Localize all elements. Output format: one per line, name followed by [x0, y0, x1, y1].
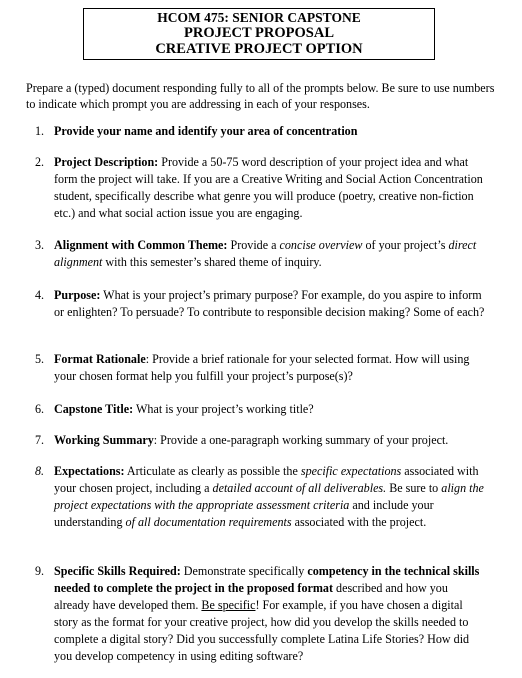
item-emphasis: detailed account of all deliverables. [212, 481, 387, 496]
item-number: 8. [35, 464, 45, 478]
item-text: What is your project’s working title? [133, 402, 314, 416]
item-text: described and how you already have developed them. [54, 581, 448, 613]
item-text: of your project’s [362, 238, 449, 252]
item-text: Be sure to [386, 481, 442, 496]
item-number: 3. [35, 238, 45, 252]
document-title: PROJECT PROPOSAL [184, 25, 334, 41]
item-text: Articulate as clearly as possible the [124, 464, 301, 478]
item-text: : Provide a one-paragraph working summary of your project. [153, 433, 449, 447]
item-text: What is your project’s primary purpose? For example, do you aspire to inform or enlighten? To persuade? To contribute to responsible decision making? Some of each? [54, 288, 485, 320]
item-number: 2. [35, 155, 45, 169]
item-heading: Project Description: [54, 155, 159, 169]
prompt-item [35, 401, 485, 418]
item-number: 7. [35, 433, 45, 447]
item-emphasis: specific expectations [300, 464, 402, 478]
intro-paragraph: Prepare a (typed) document responding fully to all of the prompts below. Be sure to use numbers to indicate which prompt you are addressing in each of your responses. [26, 81, 495, 111]
item-heading: Capstone Title: [54, 402, 134, 416]
prompt-item [35, 123, 485, 140]
item-text: ! For example, if you have chosen a digital story as the format for your creative project, how did you develop the skills needed to complete a digital story? Did you successfully complete Latina Life Stories? How did you develop competency in using editing software? [54, 598, 470, 664]
item-heading: Purpose: [54, 288, 101, 302]
item-number: 5. [35, 352, 45, 366]
document-subtitle: CREATIVE PROJECT OPTION [155, 41, 363, 57]
item-number: 4. [35, 288, 45, 302]
item-emphasis: direct alignment [54, 238, 477, 270]
item-number: 6. [35, 402, 45, 416]
item-text: associated with your chosen project, including a [54, 464, 479, 496]
prompt-item [35, 351, 485, 385]
item-heading: Provide your name and identify your area of concentration [54, 124, 358, 138]
item-emphasis: align the project expectations with the appropriate assessment criteria [54, 481, 484, 513]
item-underline: Be specific [201, 598, 256, 613]
prompt-item [35, 154, 485, 222]
item-text: with this semester’s shared theme of inquiry. [102, 255, 322, 270]
item-text: Demonstrate specifically [180, 564, 308, 578]
item-heading: Alignment with Common Theme: [54, 238, 228, 252]
item-heading: Format Rationale [54, 352, 146, 366]
prompt-item [35, 432, 485, 449]
item-text: Provide a 50-75 word description of your project idea and what form the project will take. If you are a Creative Writing and Social Action Concentration student, specifically describe what genre you will produce (poetry, creative non-fiction etc.) and what social action issue you are engaging. [54, 155, 483, 221]
prompt-item [35, 237, 485, 271]
item-text: and include your understanding [54, 498, 434, 530]
item-text: Provide a [227, 238, 280, 252]
item-text: associated with the project. [291, 515, 427, 530]
header-box [83, 8, 435, 60]
item-emphasis: concise overview [279, 238, 363, 252]
item-text: : Provide a brief rationale for your selected format. How will using your chosen format help you fulfill your project’s purpose(s)? [54, 352, 470, 384]
prompt-item [35, 287, 485, 321]
item-strong: competency in the technical skills needed to complete the project in the proposed format [54, 564, 480, 596]
item-heading: Specific Skills Required: [54, 564, 181, 578]
item-emphasis: of all documentation requirements [125, 515, 292, 530]
prompt-item [35, 463, 485, 531]
item-heading: Expectations: [54, 464, 125, 478]
item-heading: Working Summary [54, 433, 154, 447]
item-number: 9. [35, 564, 45, 578]
item-number: 1. [35, 124, 45, 138]
prompt-item [35, 563, 485, 666]
course-title: HCOM 475: SENIOR CAPSTONE [157, 10, 361, 25]
